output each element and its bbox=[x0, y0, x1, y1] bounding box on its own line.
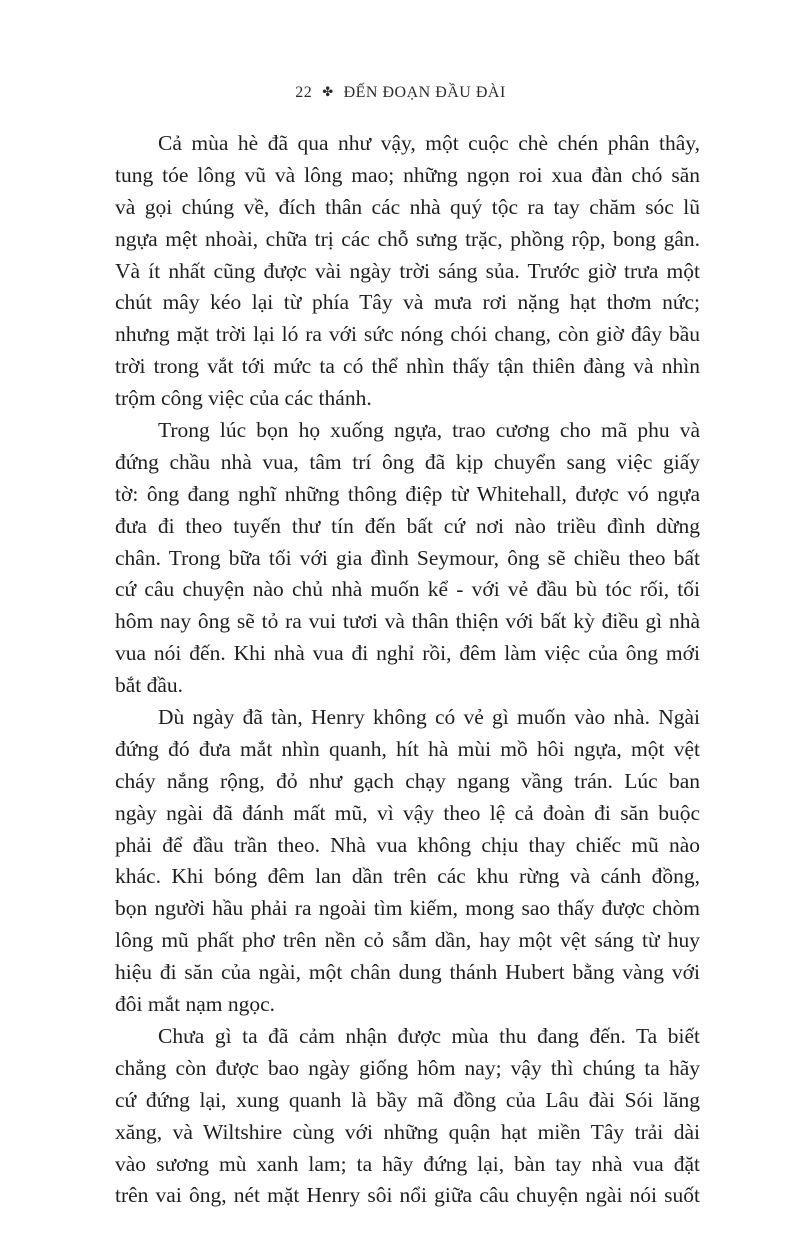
running-title: ĐẾN ĐOẠN ĐẦU ĐÀI bbox=[343, 84, 506, 101]
text-line: đưa đi theo tuyến thư tín đến bất cứ nơi nào triều đình dừng bbox=[115, 513, 700, 538]
text-line: đứng chầu nhà vua, tâm trí ông đã kịp chuyển sang việc giấy bbox=[115, 449, 700, 474]
text-line: lông mũ phất phơ trên nền cỏ sẫm dần, hay một vệt sáng từ huy bbox=[115, 928, 700, 953]
text-line: hôm nay ông sẽ tỏ ra vui tươi và thân thiện với bất kỳ điều gì nhà bbox=[115, 609, 700, 634]
text-line: tung tóe lông vũ và lông mao; những ngọn roi xua đàn chó săn bbox=[115, 162, 700, 187]
text-line: cứ đứng lại, xung quanh là bầy mã đồng của Lâu đài Sói lăng bbox=[115, 1087, 700, 1112]
paragraph bbox=[115, 1021, 700, 1212]
text-line: hiệu đi săn của ngài, một chân dung thánh Hubert bằng vàng với bbox=[115, 960, 700, 985]
text-line: nhưng mặt trời lại ló ra với sức nóng chói chang, còn giờ đây bầu bbox=[115, 322, 700, 347]
text-line: phải để đầu trần theo. Nhà vua không chịu thay chiếc mũ nào bbox=[115, 832, 700, 857]
ornament-icon: ✤ bbox=[322, 84, 334, 99]
text-line: bọn người hầu phải ra ngoài tìm kiếm, mong sao thấy được chòm bbox=[115, 896, 700, 921]
text-line: khác. Khi bóng đêm lan dần trên các khu rừng và cánh đồng, bbox=[115, 864, 700, 889]
text-line: trên vai ông, nét mặt Henry sôi nổi giữa câu chuyện ngài nói suốt bbox=[115, 1183, 700, 1208]
text-line: bắt đầu. bbox=[115, 673, 184, 698]
text-line: trộm công việc của các thánh. bbox=[115, 386, 372, 411]
text-line: chân. Trong bữa tối với gia đình Seymour, ông sẽ chiều theo bất bbox=[115, 545, 700, 570]
text-line: đôi mắt nạm ngọc. bbox=[115, 992, 276, 1017]
text-line: trời trong vắt tới mức ta có thể nhìn thấy tận thiên đàng và nhìn bbox=[115, 354, 700, 379]
text-line: Dù ngày đã tàn, Henry không có vẻ gì muốn vào nhà. Ngài bbox=[158, 705, 700, 730]
text-line: Trong lúc bọn họ xuống ngựa, trao cương cho mã phu và bbox=[158, 418, 700, 443]
text-line: vào sương mù xanh lam; ta hãy đứng lại, bàn tay nhà vua đặt bbox=[115, 1151, 700, 1176]
text-line: Cả mùa hè đã qua như vậy, một cuộc chè chén phân thây, bbox=[158, 131, 700, 155]
text-line: đứng đó đưa mắt nhìn quanh, hít hà mùi mồ hôi ngựa, một vệt bbox=[115, 736, 700, 761]
text-line: vua nói đến. Khi nhà vua đi nghỉ rồi, đêm làm việc của ông mới bbox=[115, 641, 700, 666]
text-line: cứ câu chuyện nào chủ nhà muốn kể - với vẻ đầu bù tóc rối, tối bbox=[115, 577, 700, 602]
text-line: ngày ngài đã đánh mất mũ, vì vậy theo lệ cả đoàn đi săn buộc bbox=[115, 800, 700, 825]
page-number: 22 bbox=[295, 84, 313, 101]
text-line: cháy nắng rộng, đỏ như gạch chạy ngang vầng trán. Lúc ban bbox=[115, 768, 700, 793]
text-line: ngựa mệt nhoài, chữa trị các chỗ sưng trặc, phồng rộp, bong gân. bbox=[115, 226, 700, 251]
text-line: tờ: ông đang nghĩ những thông điệp từ Whitehall, được vó ngựa bbox=[115, 481, 700, 506]
paragraph bbox=[115, 702, 700, 1021]
text-line: chút mây kéo lại từ phía Tây và mưa rơi nặng hạt thơm nức; bbox=[115, 290, 700, 315]
paragraph bbox=[115, 415, 700, 702]
text-line: và gọi chúng về, đích thân các nhà quý tộc ra tay chăm sóc lũ bbox=[115, 194, 700, 219]
text-line: xăng, và Wiltshire cùng với những quận hạt miền Tây trải dài bbox=[115, 1119, 700, 1144]
text-line: Chưa gì ta đã cảm nhận được mùa thu đang đến. Ta biết bbox=[158, 1023, 700, 1048]
paragraph bbox=[115, 128, 700, 415]
text-line: Và ít nhất cũng được vài ngày trời sáng sủa. Trước giờ trưa một bbox=[115, 258, 700, 283]
body-text bbox=[115, 128, 700, 1212]
running-header bbox=[0, 84, 801, 102]
text-line: chẳng còn được bao ngày giống hôm nay; vậy thì chúng ta hãy bbox=[115, 1055, 700, 1080]
